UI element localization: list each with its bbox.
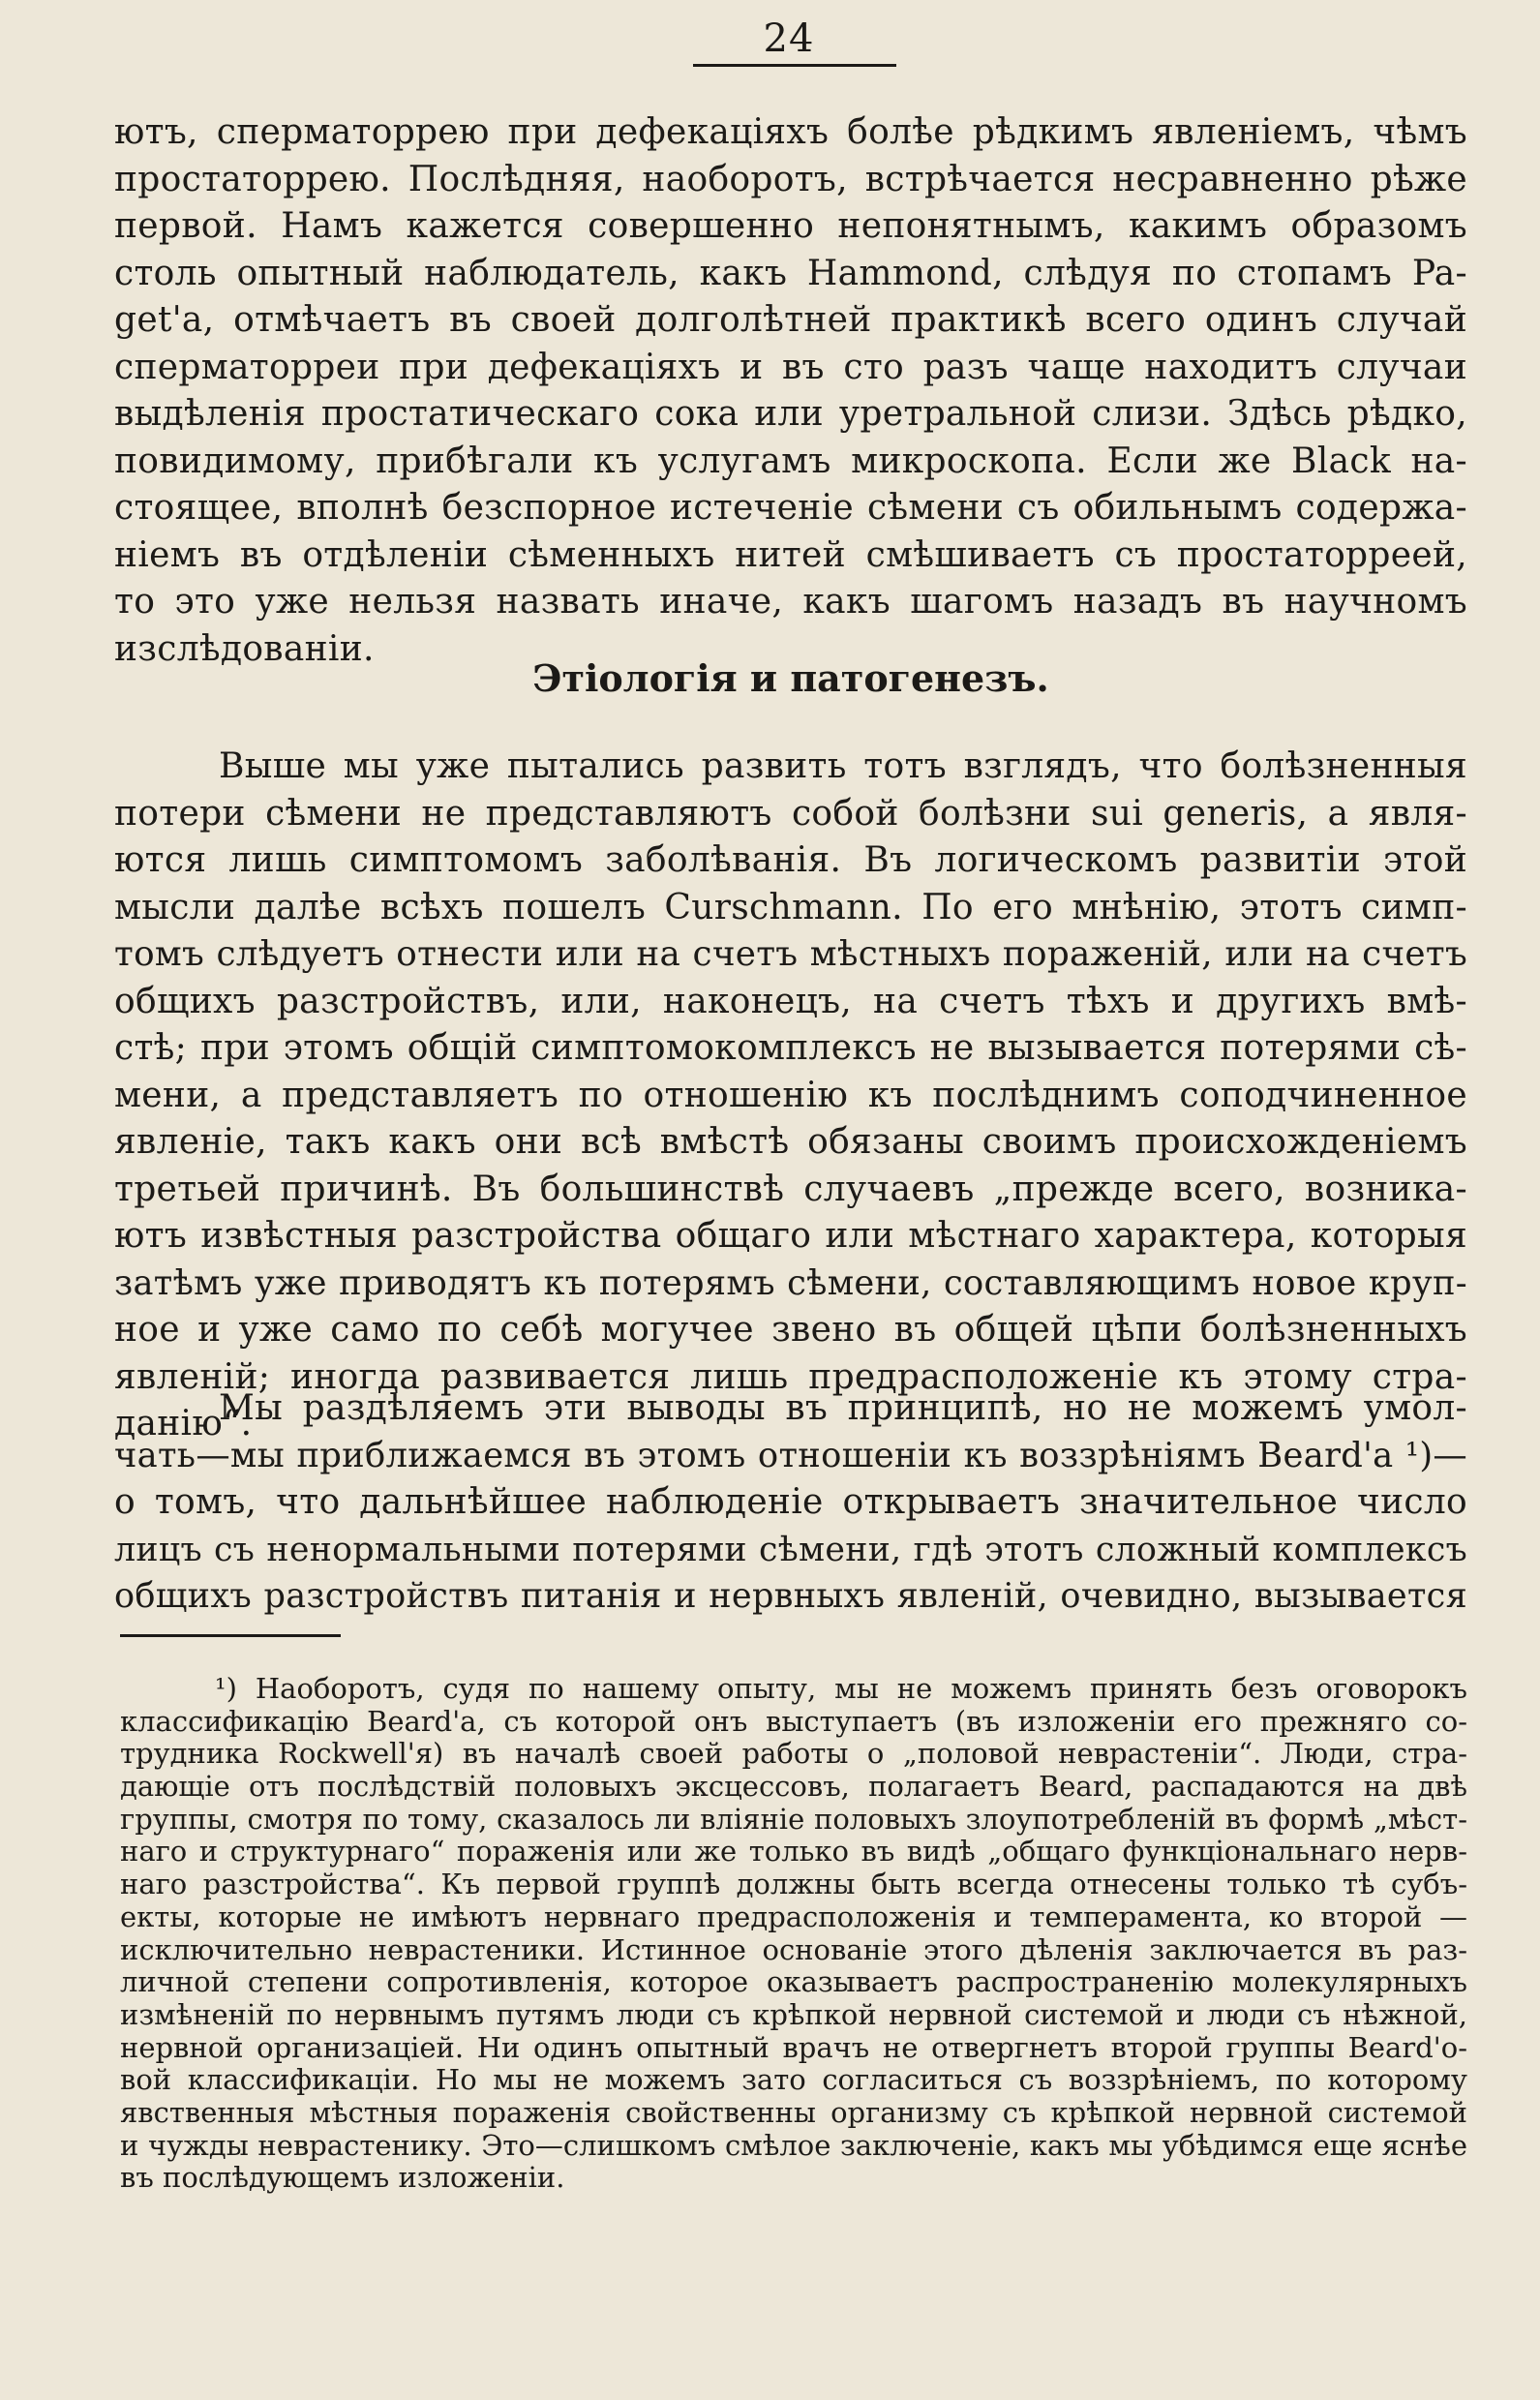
text-line: Мы раздѣляемъ эти выводы въ принципѣ, но не можемъ умол- [219,1388,1467,1428]
footnote-line: екты, которые не имѣютъ нервнаго предрасположенія и темперамента, ко второй — [120,1900,1467,1933]
text-line: то это уже нельзя назвать иначе, какъ шагомъ назадъ въ научномъ [114,582,1467,622]
text-line: изслѣдованіи. [114,628,375,669]
text-line: явленій; иногда развивается лишь предрасположеніе къ этому стра- [114,1356,1467,1397]
text-line: get'а, отмѣчаетъ въ своей долголѣтней практикѣ всего одинъ случай [114,300,1467,340]
footnote-line: дающіе отъ послѣдствій половыхъ эксцессовъ, полагаетъ Beard, распадаются на двѣ [120,1771,1467,1804]
text-line: ное и уже само по себѣ могучее звено въ общей цѣпи болѣзненныхъ [114,1310,1467,1350]
text-line: о томъ, что дальнѣйшее наблюденіе открываетъ значительное число [114,1482,1467,1522]
footnote-line: наго разстройства“. Къ первой группѣ должны быть всегда отнесены только тѣ субъ- [120,1868,1467,1901]
text-line: мени, а представляетъ по отношенію къ послѣднимъ соподчиненное [114,1075,1467,1115]
text-line: лицъ съ ненормальными потерями сѣмени, гдѣ этотъ сложный комплексъ [114,1530,1467,1569]
footnote-line: вой классификаціи. Но мы не можемъ зато согласиться съ воззрѣніемъ, по которому [120,2064,1467,2097]
text-line: томъ слѣдуетъ отнести или на счетъ мѣстныхъ пораженій, или на счетъ [114,934,1467,974]
text-line: повидимому, прибѣгали къ услугамъ микроскопа. Если же Black на- [114,441,1467,481]
text-line: столь опытный наблюдатель, какъ Hammond, слѣдуя по стопамъ Pa- [114,253,1467,293]
paragraph-discussion [114,1385,1467,1621]
text-line: ютъ, сперматоррею при дефекаціяхъ болѣе рѣдкимъ явленіемъ, чѣмъ [114,112,1467,152]
text-line: явленіе, такъ какъ они всѣ вмѣстѣ обязаны своимъ происхожденіемъ [114,1122,1467,1162]
text-line: ютъ извѣстныя разстройства общаго или мѣстнаго характера, которыя [114,1216,1467,1256]
footnote-line: наго и структурнаго“ пораженія или же только въ видѣ „общаго функціональнаго нерв- [120,1836,1467,1868]
text-line: третьей причинѣ. Въ большинствѣ случаевъ „прежде всего, возника- [114,1169,1467,1209]
text-line: первой. Намъ кажется совершенно непонятнымъ, какимъ образомъ [114,206,1467,246]
text-line: потери сѣмени не представляютъ собой болѣзни sui generis, а явля- [114,793,1467,834]
footnote-line: въ послѣдующемъ изложеніи. [120,2162,565,2195]
text-line: ніемъ въ отдѣленіи сѣменныхъ нитей смѣшиваетъ съ простаторреей, [114,534,1467,575]
footnote-line: нервной организаціей. Ни одинъ опытный врачъ не отвергнетъ второй группы Beard'о- [120,2031,1467,2064]
text-line: стоящее, вполнѣ безспорное истеченіе сѣмени съ обильнымъ содержа- [114,488,1467,528]
page-number-rule [693,64,896,67]
text-line: чать—мы приближаемся въ этомъ отношеніи къ воззрѣніямъ Beard'а ¹)— [114,1435,1467,1475]
footnote-line: исключительно неврастеники. Истинное основаніе этого дѣленія заключается въ раз- [120,1933,1467,1966]
footnote-line: классификацію Beard'а, съ которой онъ выступаетъ (въ изложеніи его прежняго со- [120,1705,1467,1738]
footnote-line: и чужды неврастенику. Это—слишкомъ смѣлое заключеніе, какъ мы убѣдимся еще яснѣе [120,2129,1467,2162]
text-line: стѣ; при этомъ общій симптомокомплексъ не вызывается потерями сѣ- [114,1028,1467,1068]
footnote-line: явственныя мѣстныя пораженія свойственны организму съ крѣпкой нервной системой [120,2096,1467,2129]
footnote-rule [120,1634,341,1637]
text-line: выдѣленія простатическаго сока или уретральной слизи. Здѣсь рѣдко, [114,394,1467,434]
text-line: простаторрею. Послѣдняя, наоборотъ, встрѣчается несравненно рѣже [114,159,1467,199]
text-line: Выше мы уже пытались развить тотъ взглядъ, что болѣзненныя [219,746,1467,786]
footnote-line: трудника Rockwell'я) въ началѣ своей работы о „половой неврастеніи“. Люди, стра- [120,1738,1467,1771]
paragraph-etiology [114,744,1467,1448]
footnote [120,1673,1467,2195]
footnote-line: группы, смотря по тому, сказалось ли вліяніе половыхъ злоупотребленій въ формѣ „мѣст- [120,1803,1467,1836]
page-number: 24 [763,16,815,61]
footnote-line: личной степени сопротивленія, которое оказываетъ распространенію молекулярныхъ [120,1966,1467,1999]
footnote-line: измѣненій по нервнымъ путямъ люди съ крѣпкой нервной системой и люди съ нѣжной, [120,1998,1467,2031]
text-line: сперматорреи при дефекаціяхъ и въ сто разъ чаще находитъ случаи [114,347,1467,387]
section-heading: Этіологія и патогенезъ. [532,656,1049,700]
text-line: мысли далѣе всѣхъ пошелъ Curschmann. По его мнѣнію, этотъ симп- [114,887,1467,927]
text-line: ются лишь симптомомъ заболѣванія. Въ логическомъ развитіи этой [114,840,1467,880]
text-line: затѣмъ уже приводятъ къ потерямъ сѣмени, составляющимъ новое круп- [114,1262,1467,1303]
text-line: общихъ разстройствъ, или, наконецъ, на счетъ тѣхъ и другихъ вмѣ- [114,981,1467,1021]
text-line: данію“. [114,1404,253,1443]
paragraph-continued [114,109,1467,673]
text-line: общихъ разстройствъ питанія и нервныхъ явленій, очевидно, вызывается [114,1576,1467,1616]
footnote-line: ¹) Наоборотъ, судя по нашему опыту, мы не можемъ принять безъ оговорокъ [215,1673,1467,1705]
